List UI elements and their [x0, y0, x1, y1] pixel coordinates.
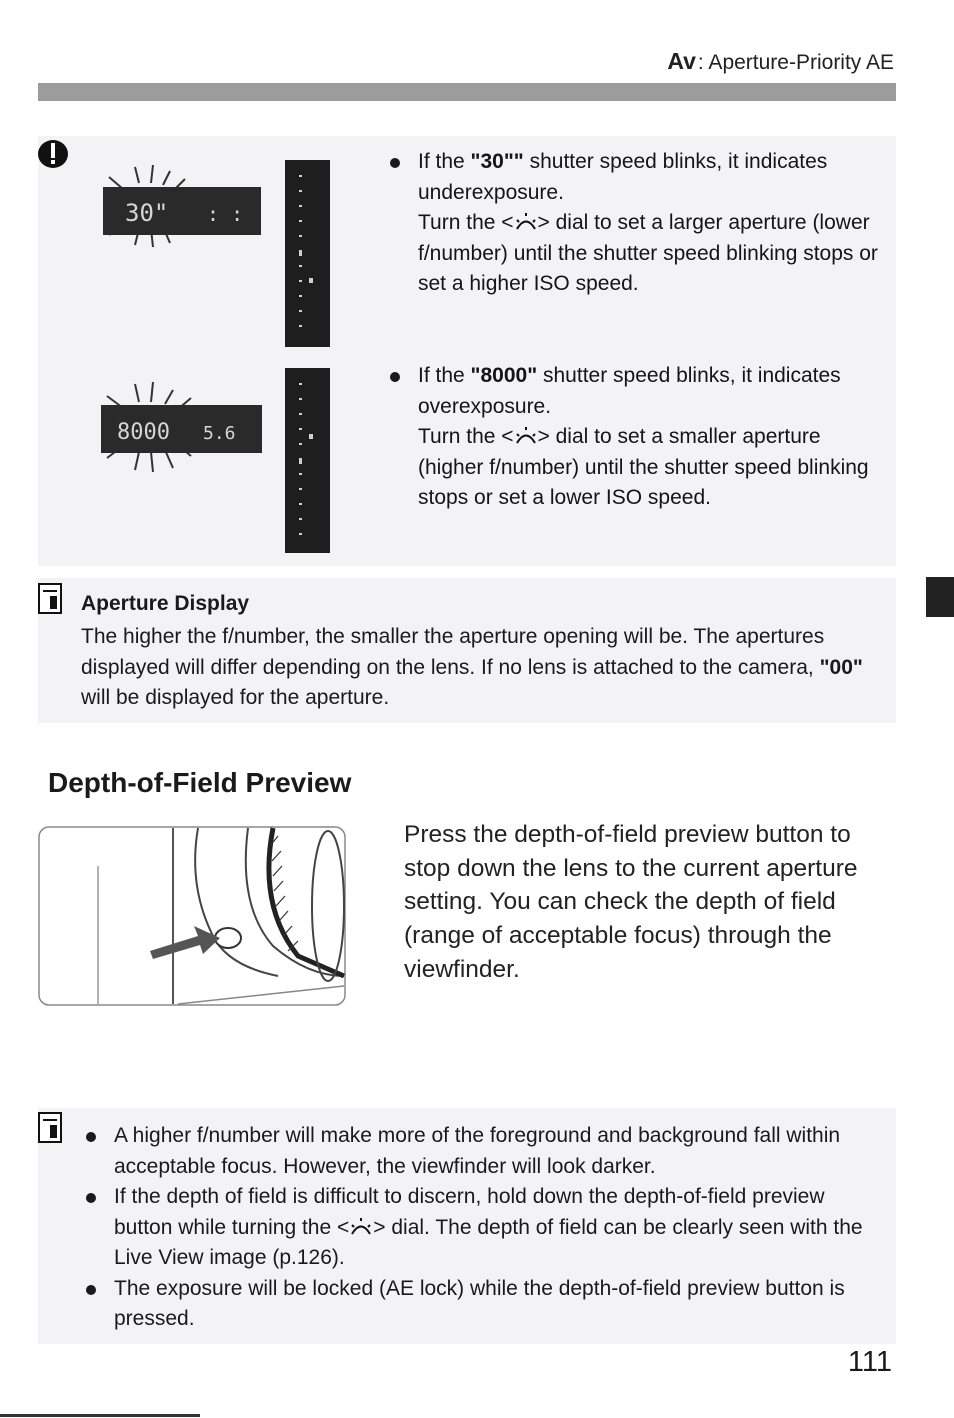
list-item: If the depth of field is difficult to discern, hold down the depth-of-field preview button while turning the < > dial. The depth of field can be clearly seen with the Live View image (p.126).	[114, 1182, 884, 1274]
bullet-icon	[390, 158, 400, 168]
exposure-meter-2	[285, 368, 330, 553]
lcd2-text: 8000	[117, 420, 170, 445]
bullet-icon	[86, 1285, 96, 1295]
section-title: Depth-of-Field Preview	[48, 767, 352, 798]
header-rule	[38, 83, 896, 101]
page-header	[667, 48, 894, 75]
list-item: The exposure will be locked (AE lock) while the depth-of-field preview button is pressed.	[114, 1274, 884, 1335]
lcd2-aperture: 5.6	[203, 423, 236, 444]
shutter-value-30: "30""	[470, 150, 524, 173]
dof-description: Press the depth-of-field preview button to stop down the lens to the current aperture setting. You can check the depth of field (range of acceptable focus) through the viewfinder.	[404, 821, 858, 983]
svg-text:: :: : :	[207, 202, 244, 226]
lcd1-text: 30"	[125, 199, 169, 227]
page-number: 111	[847, 1346, 892, 1378]
caution-item-underexposure: If the "30"" shutter speed blinks, it indicates underexposure. Turn the < > dial to set a larger aperture (lower f/number) until the shutter speed blinking stops or set a higher ISO speed.	[418, 147, 883, 300]
main-dial-icon	[349, 1217, 373, 1237]
aperture-value-00: "00"	[819, 655, 863, 679]
camera-illustration	[38, 826, 346, 1006]
note-icon	[37, 1111, 65, 1145]
note-body: The higher the f/number, the smaller the aperture opening will be. The apertures displayed will differ depending on the lens. If no lens is attached to the camera, "00" will be displayed for the aperture.	[81, 625, 863, 709]
bottom-rule	[0, 1414, 200, 1417]
header-title: : Aperture-Priority AE	[697, 51, 894, 74]
chapter-tab	[926, 577, 954, 617]
main-dial-icon	[514, 426, 538, 446]
main-dial-icon	[514, 212, 538, 232]
note2-list	[114, 1121, 884, 1335]
lcd-30-blinking	[95, 165, 275, 250]
shutter-value-8000: "8000"	[470, 364, 538, 387]
bullet-icon	[86, 1132, 96, 1142]
note-title: Aperture Display	[81, 592, 250, 615]
caution-item-overexposure: If the "8000" shutter speed blinks, it indicates overexposure. Turn the < > dial to set a smaller aperture (higher f/number) until the shutter speed blinking stops or set a lower ISO speed.	[418, 361, 883, 514]
caution-icon	[36, 138, 70, 170]
note-icon	[37, 582, 65, 616]
bullet-icon	[390, 372, 400, 382]
exposure-meter-1	[285, 160, 330, 347]
av-mode-symbol: Av	[667, 48, 696, 74]
list-item: A higher f/number will make more of the foreground and background fall within acceptable focus. However, the viewfinder will look darker.	[114, 1121, 884, 1182]
bullet-icon	[86, 1193, 96, 1203]
lcd-8000-blinking	[95, 382, 275, 474]
